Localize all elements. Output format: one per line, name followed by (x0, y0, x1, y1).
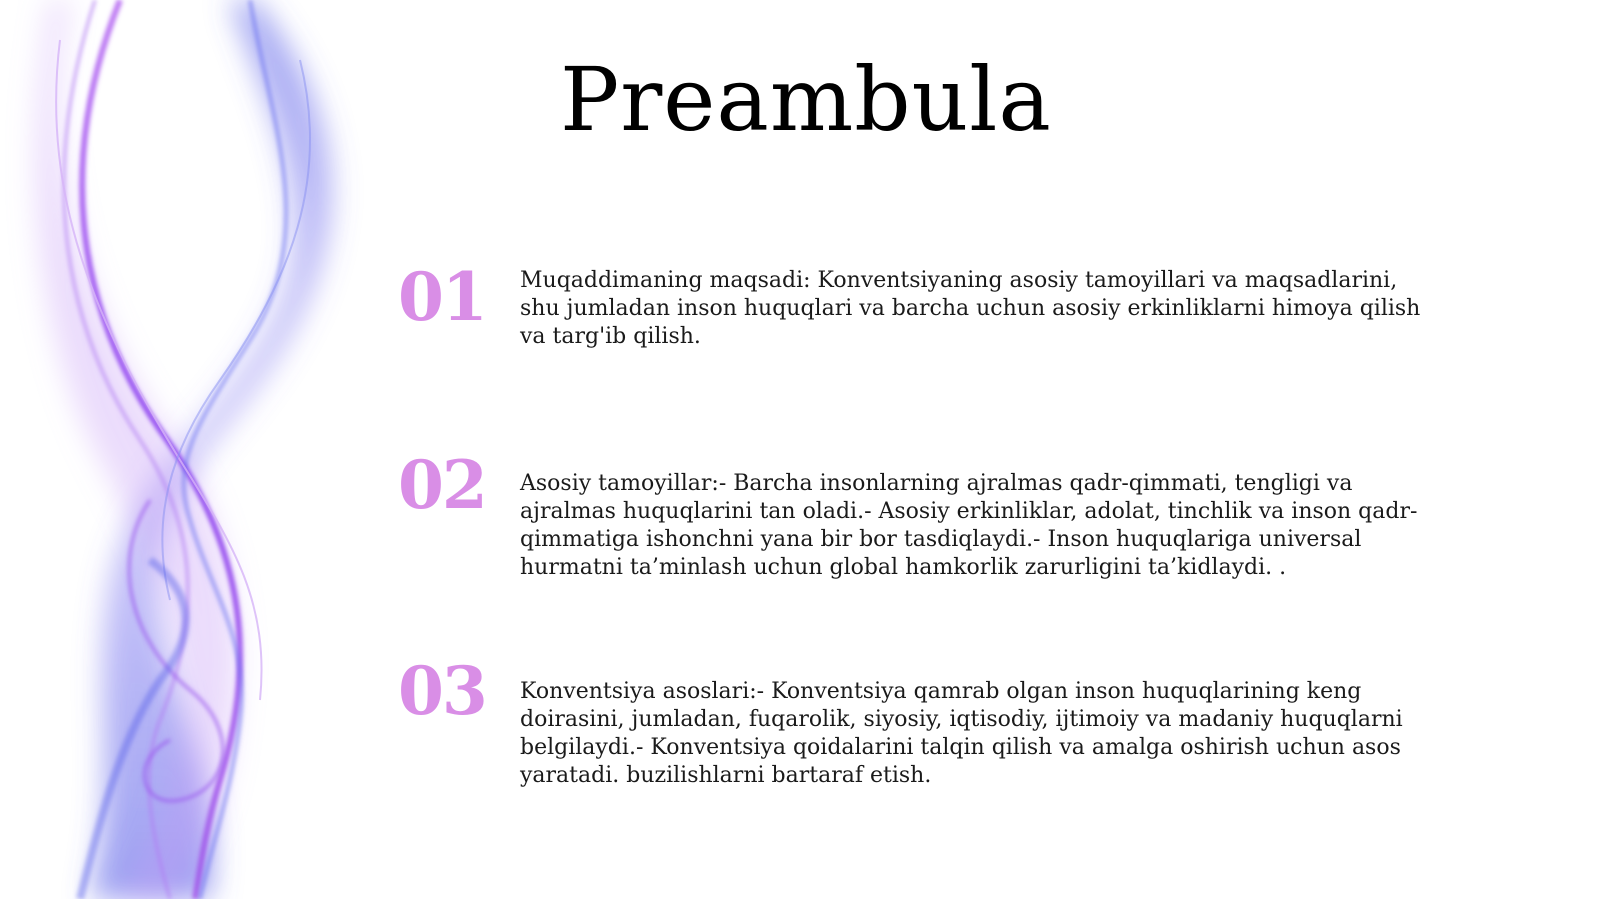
item-number: 02 (398, 446, 486, 524)
purple-smoke-decoration (0, 0, 380, 899)
slide-title: Preambula (560, 48, 1052, 151)
item-text: Muqaddimaning maqsadi: Konventsiyaning asosiy tamoyillari va maqsadlarini, shu jumladan inson huquqlari va barcha uchun asosiy erkinliklarni himoya qilish va targ'ib qilish. (520, 268, 1421, 349)
item-text: Asosiy tamoyillar:- Barcha insonlarning ajralmas qadr-qimmati, tengligi va ajralmas huquqlarini tan oladi.- Asosiy erkinliklar, adolat, tinchlik va inson qadr-qimmatiga ishonchni yana bir bor tasdiqlaydi.- Inson huquqlariga universal hurmatni ta’minlash uchun global hamkorlik zarurligini ta’kidlaydi. . (520, 471, 1418, 580)
item-number: 03 (398, 652, 486, 730)
item-text: Konventsiya asoslari:- Konventsiya qamrab olgan inson huquqlarining keng doirasini, jumladan, fuqarolik, siyosiy, iqtisodiy, ijtimoiy va madaniy huquqlarni belgilaydi.- Konventsiya qoidalarini talqin qilish va amalga oshirish uchun asos yaratadi. buzilishlarni bartaraf etish. (520, 679, 1403, 788)
item-number: 01 (398, 258, 486, 336)
